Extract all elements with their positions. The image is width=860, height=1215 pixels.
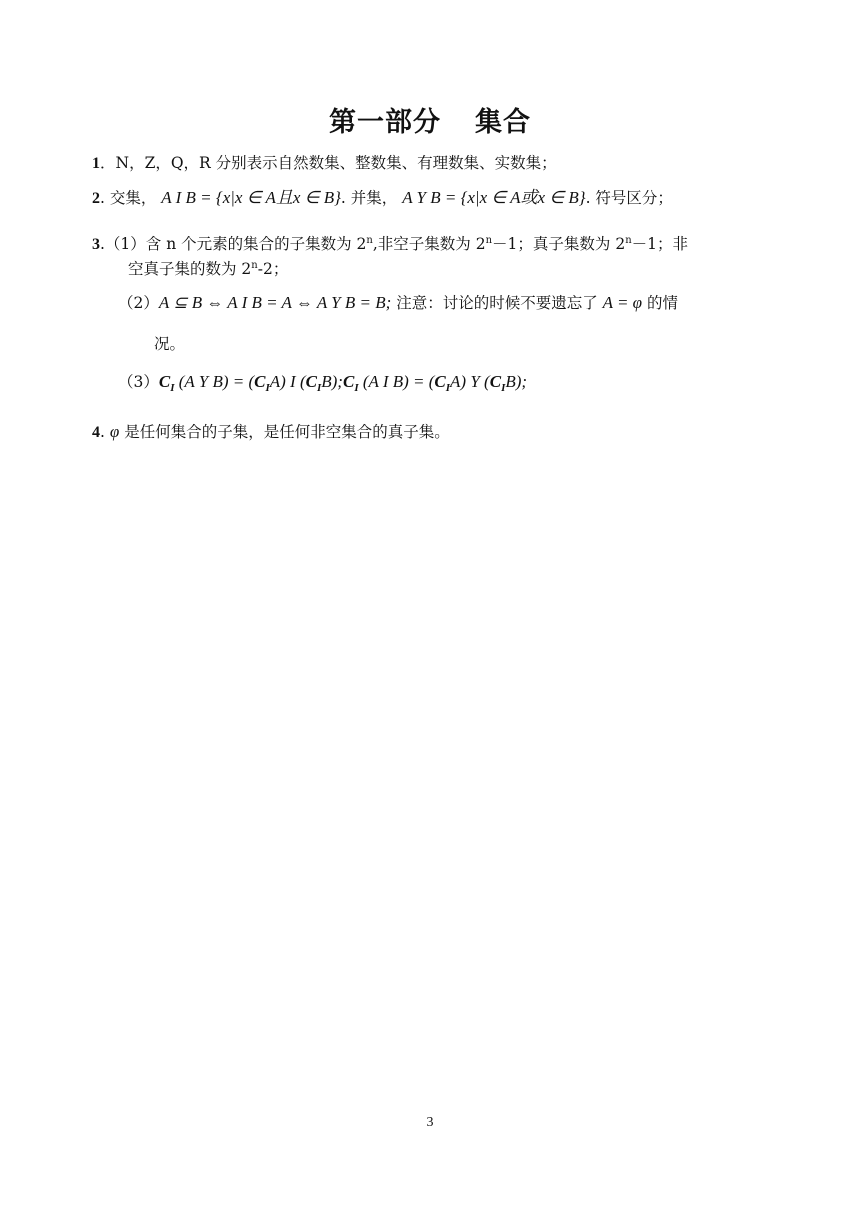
sub-item-label: （2） bbox=[118, 294, 159, 312]
superscript-n: n bbox=[251, 260, 258, 271]
formula-part: B); bbox=[321, 372, 343, 391]
phi-symbol: φ bbox=[109, 422, 120, 441]
formula-part: B); bbox=[505, 372, 528, 391]
formula-part: A) I ( bbox=[269, 372, 306, 391]
item-text: -2； bbox=[257, 260, 289, 278]
title-topic: 集合 bbox=[475, 107, 531, 138]
item-text: －1；真子集数为 2 bbox=[492, 235, 626, 253]
item-number: 3 bbox=[92, 236, 100, 253]
subscript-i: I bbox=[265, 382, 270, 394]
list-item-3 bbox=[92, 230, 742, 256]
sub-item-2 bbox=[118, 292, 678, 314]
subscript-i: I bbox=[354, 382, 359, 394]
list-item-2 bbox=[92, 187, 742, 210]
complement-symbol: C bbox=[305, 372, 317, 391]
list-item-4 bbox=[92, 421, 742, 444]
item-text: .（1）含 n 个元素的集合的子集数为 2 bbox=[100, 235, 367, 253]
item-text: ．N，Z，Q，R 分别表示自然数集、整数集、有理数集、实数集； bbox=[100, 154, 557, 172]
sub-item-3 bbox=[118, 371, 527, 399]
item-text: －1；非 bbox=[631, 235, 689, 253]
superscript-n: n bbox=[485, 235, 493, 246]
sub-item-2-continuation bbox=[154, 333, 185, 355]
item-text: 是任何集合的子集，是任何非空集合的真子集。 bbox=[119, 423, 450, 441]
union-formula: A Y B = {x|x ∈ A或x ∈ B} bbox=[402, 188, 586, 207]
list-item-3-continuation bbox=[128, 255, 288, 280]
formula-part: (A Y B) = ( bbox=[174, 372, 255, 391]
formula-part: (A I B) = ( bbox=[358, 372, 435, 391]
complement-symbol: C bbox=[342, 372, 355, 391]
item-text: 况。 bbox=[154, 335, 186, 353]
page-number: 3 bbox=[426, 1115, 434, 1130]
subscript-i: I bbox=[501, 382, 506, 394]
item-number: 2 bbox=[92, 190, 100, 207]
item-number: 1 bbox=[92, 155, 100, 172]
item-number: 4 bbox=[92, 424, 100, 441]
empty-set-formula: A = φ bbox=[602, 293, 643, 312]
item-text: 的情 bbox=[642, 294, 679, 312]
item-tail: . 符号区分； bbox=[585, 189, 673, 207]
subscript-i: I bbox=[170, 382, 175, 394]
formula-part: A) Y ( bbox=[450, 372, 490, 391]
title-part: 第一部分 bbox=[329, 107, 441, 138]
item-lead: . bbox=[100, 423, 110, 441]
list-item-1 bbox=[92, 152, 742, 175]
item-lead: . 交集， bbox=[100, 189, 157, 207]
subset-formula: A ⊆ B ⇔ A I B = A ⇔ A Y B = B; bbox=[158, 293, 392, 312]
item-text: ,非空子集数为 2 bbox=[372, 235, 486, 253]
superscript-n: n bbox=[625, 235, 632, 246]
complement-symbol: C bbox=[434, 372, 446, 391]
superscript-n: n bbox=[366, 235, 373, 246]
subscript-i: I bbox=[445, 382, 451, 394]
intersection-formula: A I B = {x|x ∈ A且x ∈ B} bbox=[161, 188, 341, 207]
complement-symbol: C bbox=[254, 372, 266, 391]
item-mid: . 并集， bbox=[340, 189, 398, 207]
complement-formula bbox=[158, 372, 528, 394]
page-title bbox=[0, 100, 860, 139]
item-text: 注意：讨论的时候不要遗忘了 bbox=[391, 294, 603, 312]
complement-symbol: C bbox=[158, 372, 171, 391]
sub-item-label: （3） bbox=[118, 373, 159, 391]
subscript-i: I bbox=[316, 382, 322, 394]
item-text: 空真子集的数为 2 bbox=[128, 260, 252, 278]
complement-symbol: C bbox=[489, 372, 502, 391]
